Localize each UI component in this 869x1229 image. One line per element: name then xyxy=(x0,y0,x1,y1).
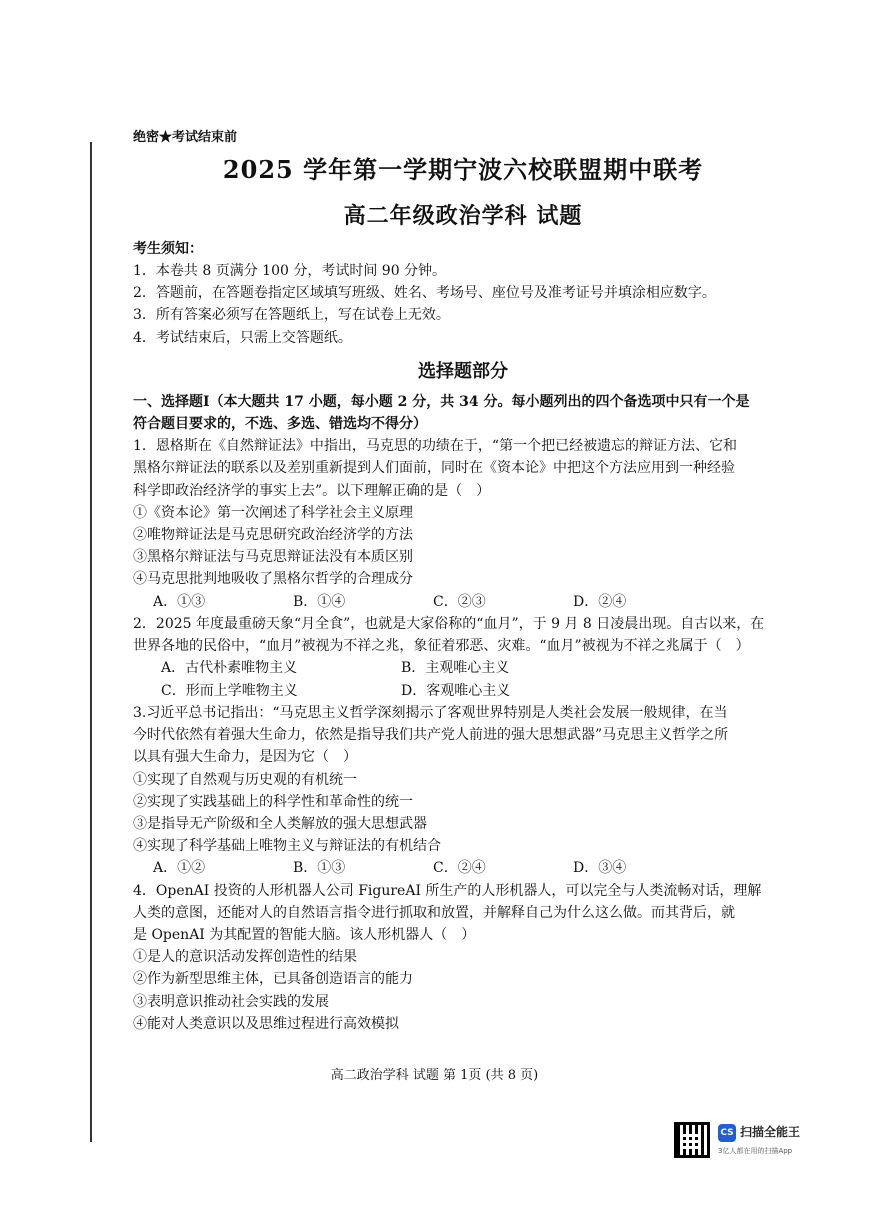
notice-item: 1．本卷共 8 页满分 100 分，考试时间 90 分钟。 xyxy=(133,263,447,279)
notice-item: 3．所有答案必须写在答题纸上，写在试卷上无效。 xyxy=(133,307,450,324)
scanner-app-name: 扫描全能王 xyxy=(740,1125,801,1139)
notice-item: 4．考试结束后，只需上交答题纸。 xyxy=(133,329,352,346)
statement: ②实现了实践基础上的科学性和革命性的统一 xyxy=(133,793,413,810)
section-intro: 符合题目要求的，不选、多选、错选均不得分） xyxy=(133,416,427,433)
notice-heading: 考生须知： xyxy=(133,241,203,257)
option-c: C．②③ xyxy=(433,593,486,610)
exam-subtitle: 高二年级政治学科 试题 xyxy=(343,203,583,229)
section-title: 选择题部分 xyxy=(418,360,508,382)
question-stem: 3.习近平总书记指出：“马克思主义哲学深刻揭示了客观世界特别是人类社会发展一般规律，在当 xyxy=(133,704,728,721)
exam-page xyxy=(133,128,793,1035)
question-1 xyxy=(133,435,793,613)
option-c: C．形而上学唯物主义 xyxy=(161,682,298,699)
question-stem: 今时代依然有着强大生命力，依然是指导我们共产党人前进的强大思想武器”马克思主义哲学之所 xyxy=(133,727,729,744)
option-a: A．古代朴素唯物主义 xyxy=(161,660,298,677)
statement: ④能对人类意识以及思维过程进行高效模拟 xyxy=(133,1015,399,1032)
scanner-tagline: 3亿人都在用的扫描App xyxy=(718,1147,793,1155)
statement: ④马克思批判地吸收了黑格尔哲学的合理成分 xyxy=(133,571,413,588)
question-stem: 黑格尔辩证法的联系以及差别重新提到人们面前，同时在《资本论》中把这个方法应用到一种经验 xyxy=(133,460,735,477)
statement: ③黑格尔辩证法与马克思辩证法没有本质区别 xyxy=(133,549,413,566)
option-c: C．②④ xyxy=(433,860,486,877)
question-stem: 1．恩格斯在《自然辩证法》中指出，马克思的功绩在于，“第一个把已经被遗忘的辩证方法、它和 xyxy=(133,438,738,455)
option-d: D．客观唯心主义 xyxy=(401,682,511,699)
statement: ①是人的意识活动发挥创造性的结果 xyxy=(133,949,357,966)
section-intro: 一、选择题Ⅰ（本大题共 17 小题，每小题 2 分，共 34 分。每小题列出的四个备选项中只有一个是 xyxy=(133,393,750,410)
exam-title: 2025 学年第一学期宁波六校联盟期中联考 xyxy=(222,155,704,184)
statement: ②作为新型思维主体，已具备创造语言的能力 xyxy=(133,971,413,988)
answer-options xyxy=(133,680,793,702)
question-2 xyxy=(133,613,793,702)
option-a: A．①② xyxy=(153,860,206,877)
confidential-label: 绝密★考试结束前 xyxy=(133,130,238,145)
statement: ③是指导无产阶级和全人类解放的强大思想武器 xyxy=(133,815,427,832)
question-stem: 2．2025 年度最重磅天象“月全食”，也就是大家俗称的“血月”，于 9 月 8 日凌晨出现。自古以来，在 xyxy=(133,615,765,632)
candidate-notice xyxy=(133,238,793,349)
answer-options xyxy=(133,591,793,613)
binding-margin-line xyxy=(90,142,92,1142)
statement: ③表明意识推动社会实践的发展 xyxy=(133,993,329,1010)
statement: ①《资本论》第一次阐述了科学社会主义原理 xyxy=(133,504,413,521)
option-a: A．①③ xyxy=(153,593,206,610)
statement: ②唯物辩证法是马克思研究政治经济学的方法 xyxy=(133,527,413,544)
option-d: D．③④ xyxy=(573,860,627,877)
question-4 xyxy=(133,880,793,1035)
option-b: B．主观唯心主义 xyxy=(401,660,510,677)
statement: ①实现了自然观与历史观的有机统一 xyxy=(133,771,357,788)
question-stem: 是 OpenAI 为其配置的智能大脑。该人形机器人（ ） xyxy=(133,927,476,944)
statement: ④实现了科学基础上唯物主义与辩证法的有机结合 xyxy=(133,838,441,855)
option-b: B．①③ xyxy=(293,860,346,877)
question-stem: 人类的意图，还能对人的自然语言指令进行抓取和放置，并解释自己为什么这么做。而其背后，就 xyxy=(133,904,735,921)
page-footer: 高二政治学科 试题 第 1页 (共 8 页) xyxy=(330,1068,539,1083)
question-stem: 世界各地的民俗中，“血月”被视为不祥之兆，象征着邪恶、灾难。“血月”被视为不祥之兆属于（ ） xyxy=(133,638,750,655)
camscanner-logo-icon: CS xyxy=(718,1124,736,1142)
question-3 xyxy=(133,702,793,880)
qr-code-icon xyxy=(674,1122,710,1158)
answer-options xyxy=(133,857,793,879)
option-d: D．②④ xyxy=(573,593,627,610)
notice-item: 2．答题前，在答题卷指定区域填写班级、姓名、考场号、座位号及准考证号并填涂相应数字。 xyxy=(133,285,716,302)
question-stem: 以具有强大生命力，是因为它（ ） xyxy=(133,749,357,766)
question-stem: 科学即政治经济学的事实上去”。以下理解正确的是（ ） xyxy=(133,482,491,499)
answer-options xyxy=(133,657,793,679)
option-b: B．①④ xyxy=(293,593,346,610)
question-stem: 4．OpenAI 投资的人形机器人公司 FigureAI 所生产的人形机器人，可以完全与人类流畅对话，理解 xyxy=(133,882,762,899)
